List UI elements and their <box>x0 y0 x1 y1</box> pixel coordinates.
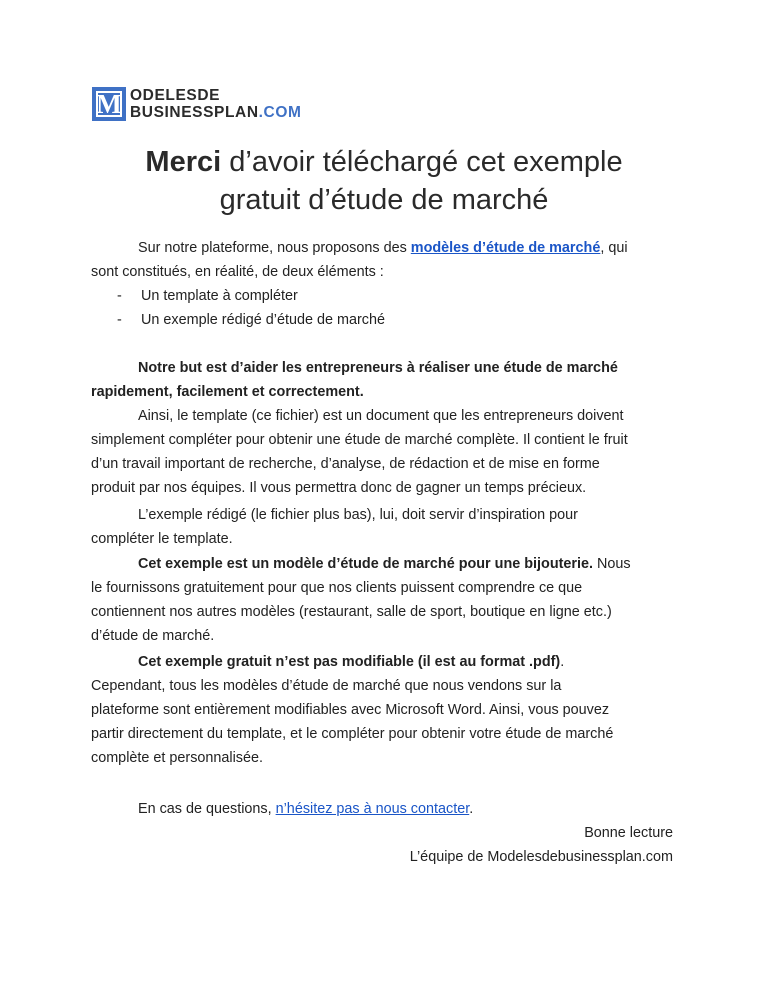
paragraph-line: d’étude de marché. <box>91 628 215 644</box>
intro-text-before: Sur notre plateforme, nous proposons des <box>138 240 411 256</box>
paragraph-line <box>91 552 681 576</box>
list-item <box>117 308 385 332</box>
intro-line-1 <box>91 236 681 260</box>
jewelry-example-paragraph <box>91 552 681 648</box>
title-rest-line-1: d’avoir téléchargé cet exemple <box>221 146 623 178</box>
logo-tld: .COM <box>258 104 302 121</box>
logo-badge <box>92 87 126 121</box>
pdf-text-after: . <box>560 654 565 670</box>
paragraph-line: contiennent nos autres modèles (restaurant, salle de sport, boutique en ligne etc.) <box>91 604 612 620</box>
pdf-bold-text: Cet exemple gratuit n’est pas modifiable (il est au format .pdf) <box>138 654 561 670</box>
example-paragraph <box>91 503 681 551</box>
contact-line <box>91 797 681 821</box>
paragraph-line: L’exemple rédigé (le fichier plus bas), lui, doit servir d’inspiration pour <box>138 507 578 523</box>
intro-text-after: , qui <box>600 240 628 256</box>
contact-text-before: En cas de questions, <box>138 801 276 817</box>
paragraph-line: compléter le template. <box>91 531 233 547</box>
title-line-2: gratuit d’étude de marché <box>219 184 549 216</box>
paragraph-line: simplement compléter pour obtenir une étude de marché complète. Il contient le fruit <box>91 432 628 448</box>
paragraph-line: produit par nos équipes. Il vous permettra donc de gagner un temps précieux. <box>91 480 587 496</box>
template-paragraph <box>91 404 681 500</box>
logo-line-1: ODELESDE <box>130 87 221 104</box>
paragraph-line: Ainsi, le template (ce fichier) est un document que les entrepreneurs doivent <box>138 408 624 424</box>
paragraph-line: Cependant, tous les modèles d’étude de marché que nous vendons sur la <box>91 678 562 694</box>
paragraph-line: plateforme sont entièrement modifiables avec Microsoft Word. Ainsi, vous pouvez <box>91 702 610 718</box>
jewelry-text-after: Nous <box>593 556 631 572</box>
logo-line-2 <box>130 104 302 121</box>
goal-paragraph <box>91 356 681 404</box>
paragraph-line <box>91 650 681 674</box>
paragraph-line: le fournissons gratuitement pour que nos clients puissent comprendre ce que <box>91 580 583 596</box>
market-study-models-link[interactable]: modèles d’étude de marché <box>410 240 601 256</box>
goal-line-2: rapidement, facilement et correctement. <box>91 384 364 400</box>
list-item-text: Un exemple rédigé d’étude de marché <box>141 312 385 328</box>
contact-text-after: . <box>469 801 474 817</box>
jewelry-bold-text: Cet exemple est un modèle d’étude de marché pour une bijouterie. <box>138 556 594 572</box>
signoff-greeting: Bonne lecture <box>584 825 673 841</box>
logo-letter: M <box>96 88 122 119</box>
logo-brand: BUSINESSPLAN <box>130 104 259 121</box>
intro-paragraph <box>91 236 681 284</box>
site-logo <box>92 86 302 122</box>
contact-paragraph <box>91 797 681 821</box>
logo-wordmark <box>130 87 302 121</box>
title-bold: Merci <box>145 146 222 178</box>
list-item-text: Un template à compléter <box>141 288 298 304</box>
intro-line-2: sont constitués, en réalité, de deux éléments : <box>91 264 384 280</box>
paragraph-line: complète et personnalisée. <box>91 750 263 766</box>
list-dash: - <box>117 312 122 328</box>
paragraph-line: d’un travail important de recherche, d’analyse, de rédaction et de mise en forme <box>91 456 600 472</box>
list-dash: - <box>117 288 122 304</box>
page-title <box>0 143 768 219</box>
contact-us-link[interactable]: n’hésitez pas à nous contacter <box>275 801 470 817</box>
paragraph-line: partir directement du template, et le compléter pour obtenir votre étude de marché <box>91 726 614 742</box>
goal-line-1: Notre but est d’aider les entrepreneurs à réaliser une étude de marché <box>138 360 618 376</box>
signoff-team: L’équipe de Modelesdebusinessplan.com <box>409 849 673 865</box>
list-item <box>117 284 298 308</box>
pdf-paragraph <box>91 650 681 770</box>
